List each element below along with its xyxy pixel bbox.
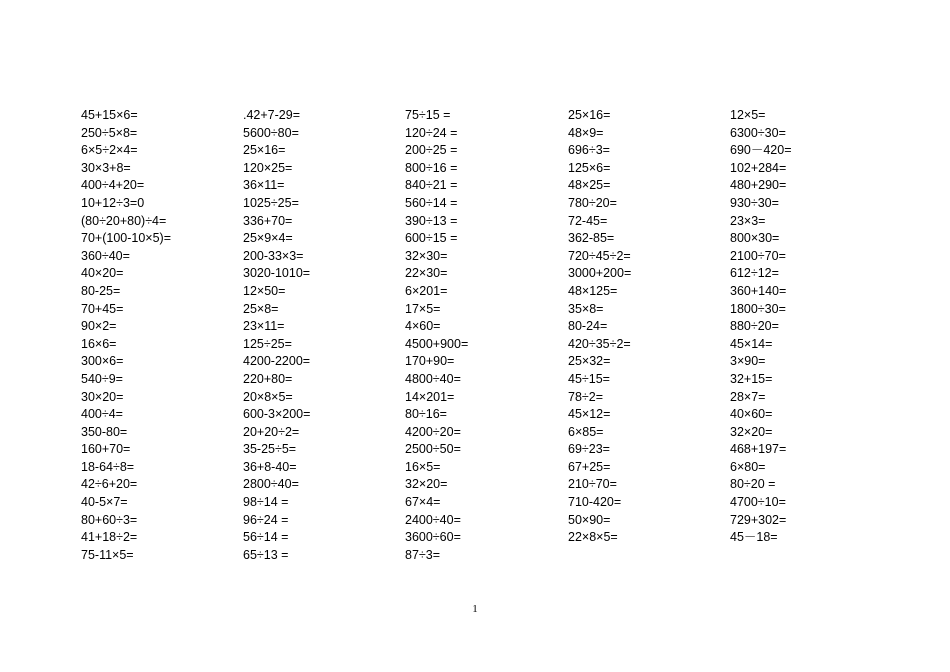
math-problem: 12×5= (730, 108, 766, 122)
math-problem: 22×8×5= (568, 530, 618, 545)
math-problem: 6×80= (730, 459, 766, 474)
math-problem: 72-45= (568, 213, 608, 228)
math-problem: 200-33×3= (243, 248, 304, 263)
math-problem: 22×30= (405, 266, 448, 281)
math-problem: 30×20= (81, 389, 124, 404)
math-problem: 45÷15= (568, 371, 610, 386)
math-problem: 45×14= (730, 336, 773, 351)
math-problem: 40×20= (81, 266, 124, 281)
math-problem: 4500+900= (405, 336, 469, 351)
math-problem: 96÷24 = (243, 512, 289, 527)
math-problem: 32×20= (730, 424, 773, 439)
math-problem: 67+25= (568, 459, 611, 474)
math-problem: 336+70= (243, 213, 293, 228)
math-problem: 220+80= (243, 371, 293, 386)
math-problem: 880÷20= (730, 319, 779, 334)
math-problem: 17×5= (405, 301, 441, 316)
math-problem: 25×16= (568, 108, 611, 122)
problem-column-4 (568, 107, 728, 547)
math-problem: 50×90= (568, 512, 611, 527)
math-problem: 1025÷25= (243, 195, 299, 210)
math-problem: 160+70= (81, 442, 131, 457)
math-problem: 210÷70= (568, 477, 617, 492)
math-problem: 560÷14 = (405, 195, 458, 210)
math-problem: 32×20= (405, 477, 448, 492)
math-problem: 696÷3= (568, 143, 610, 158)
math-problem: 25×16= (243, 143, 286, 158)
math-problem: 3600÷60= (405, 530, 461, 545)
math-problem: 2400÷40= (405, 512, 461, 527)
math-problem: 2500÷50= (405, 442, 461, 457)
math-problem: 80÷16= (405, 407, 447, 422)
math-problem: 45－18= (730, 530, 778, 545)
math-problem: 20+20÷2= (243, 424, 300, 439)
math-problem: 42÷6+20= (81, 477, 138, 492)
math-problem: 400÷4= (81, 407, 123, 422)
math-problem: 25×8= (243, 301, 279, 316)
math-problem: 102+284= (730, 160, 787, 175)
math-problem: 3×90= (730, 354, 766, 369)
math-problem: 3020-1010= (243, 266, 311, 281)
problem-column-1 (81, 107, 241, 564)
math-problem: 600-3×200= (243, 407, 311, 422)
math-problem: 125×6= (568, 160, 611, 175)
math-problem: 350-80= (81, 424, 128, 439)
math-problem: 12×50= (243, 283, 286, 298)
math-problem: 390÷13 = (405, 213, 458, 228)
math-problem: 25×9×4= (243, 231, 293, 246)
math-problem: 25×32= (568, 354, 611, 369)
math-problem: 300×6= (81, 354, 124, 369)
math-problem: 5600÷80= (243, 125, 299, 140)
math-problem: 80÷20 = (730, 477, 776, 492)
math-problem: 6×201= (405, 283, 448, 298)
math-problem: 2100÷70= (730, 248, 786, 263)
math-problem: 120×25= (243, 160, 293, 175)
math-problem: 80-24= (568, 319, 608, 334)
math-problem: 80+60÷3= (81, 512, 138, 527)
math-problem: 70+(100-10×5)= (81, 231, 172, 246)
math-problem: 4×60= (405, 319, 441, 334)
math-problem: 170+90= (405, 354, 455, 369)
math-problem: 80-25= (81, 283, 121, 298)
math-problem: 6×85= (568, 424, 604, 439)
math-problem: 840÷21 = (405, 178, 458, 193)
math-problem: 48×25= (568, 178, 611, 193)
math-problem: 98÷14 = (243, 495, 289, 510)
math-problem: 16×5= (405, 459, 441, 474)
math-problem: 41+18÷2= (81, 530, 138, 545)
math-problem: 125÷25= (243, 336, 292, 351)
math-problem: 28×7= (730, 389, 766, 404)
math-problem: 56÷14 = (243, 530, 289, 545)
math-problem: 65÷13 = (243, 547, 289, 562)
math-problem: 16×6= (81, 336, 117, 351)
math-problem: 45×12= (568, 407, 611, 422)
math-problem: .42+7-29= (243, 108, 300, 122)
math-problem: 480+290= (730, 178, 787, 193)
math-problem: 720÷45÷2= (568, 248, 631, 263)
math-problem: 48×9= (568, 125, 604, 140)
math-problem: 70+45= (81, 301, 124, 316)
math-problem: 360+140= (730, 283, 787, 298)
math-problem: 45+15×6= (81, 108, 138, 122)
math-problem: 120÷24 = (405, 125, 458, 140)
math-problem: 32×30= (405, 248, 448, 263)
math-problem: 4200-2200= (243, 354, 311, 369)
math-problem: 600÷15 = (405, 231, 458, 246)
math-problem: 400÷4+20= (81, 178, 145, 193)
math-problem: 6×5÷2×4= (81, 143, 138, 158)
problem-column-3 (405, 107, 565, 564)
math-problem: 18-64÷8= (81, 459, 135, 474)
math-problem: 20×8×5= (243, 389, 293, 404)
math-problem: 800×30= (730, 231, 780, 246)
math-problem: 35×8= (568, 301, 604, 316)
math-problem: 36+8-40= (243, 459, 297, 474)
math-problem: 930÷30= (730, 195, 779, 210)
math-problem: 40-5×7= (81, 495, 128, 510)
math-problem: 78÷2= (568, 389, 604, 404)
math-problem: 468+197= (730, 442, 787, 457)
math-problem: 800÷16 = (405, 160, 458, 175)
math-problem: 420÷35÷2= (568, 336, 631, 351)
math-problem: 23×11= (243, 319, 285, 334)
math-problem: 3000+200= (568, 266, 632, 281)
math-problem: 36×11= (243, 178, 285, 193)
math-problem: 612÷12= (730, 266, 779, 281)
math-problem: 30×3+8= (81, 160, 131, 175)
math-problem: 200÷25 = (405, 143, 458, 158)
math-problem: 40×60= (730, 407, 773, 422)
math-problem: 35-25÷5= (243, 442, 297, 457)
math-problem: 14×201= (405, 389, 455, 404)
problem-column-5 (730, 107, 890, 547)
problem-column-2 (243, 107, 403, 564)
math-problem: 4800÷40= (405, 371, 461, 386)
math-problem: 710-420= (568, 495, 622, 510)
math-problem: 6300÷30= (730, 125, 786, 140)
math-problem: 67×4= (405, 495, 441, 510)
math-problem: 75÷15 = (405, 108, 451, 122)
math-problem: 690－420= (730, 143, 792, 158)
math-problem: 87÷3= (405, 547, 441, 562)
math-problem: 4700÷10= (730, 495, 786, 510)
math-problem: 75-11×5= (81, 547, 134, 562)
math-problem: 362-85= (568, 231, 615, 246)
math-problem: 48×125= (568, 283, 618, 298)
math-problem: 23×3= (730, 213, 766, 228)
page-number: 1 (472, 603, 478, 615)
math-problem: 729+302= (730, 512, 787, 527)
math-problem: 1800÷30= (730, 301, 786, 316)
math-problem: 540÷9= (81, 371, 123, 386)
math-problem: 90×2= (81, 319, 117, 334)
math-problem: 780÷20= (568, 195, 617, 210)
math-problem: 360÷40= (81, 248, 130, 263)
math-problem: 250÷5×8= (81, 125, 138, 140)
math-problem: 2800÷40= (243, 477, 299, 492)
math-problem: (80÷20+80)÷4= (81, 213, 167, 228)
math-problem: 69÷23= (568, 442, 610, 457)
math-problem: 4200÷20= (405, 424, 461, 439)
math-problem: 10+12÷3=0 (81, 195, 145, 210)
math-problem: 32+15= (730, 371, 773, 386)
